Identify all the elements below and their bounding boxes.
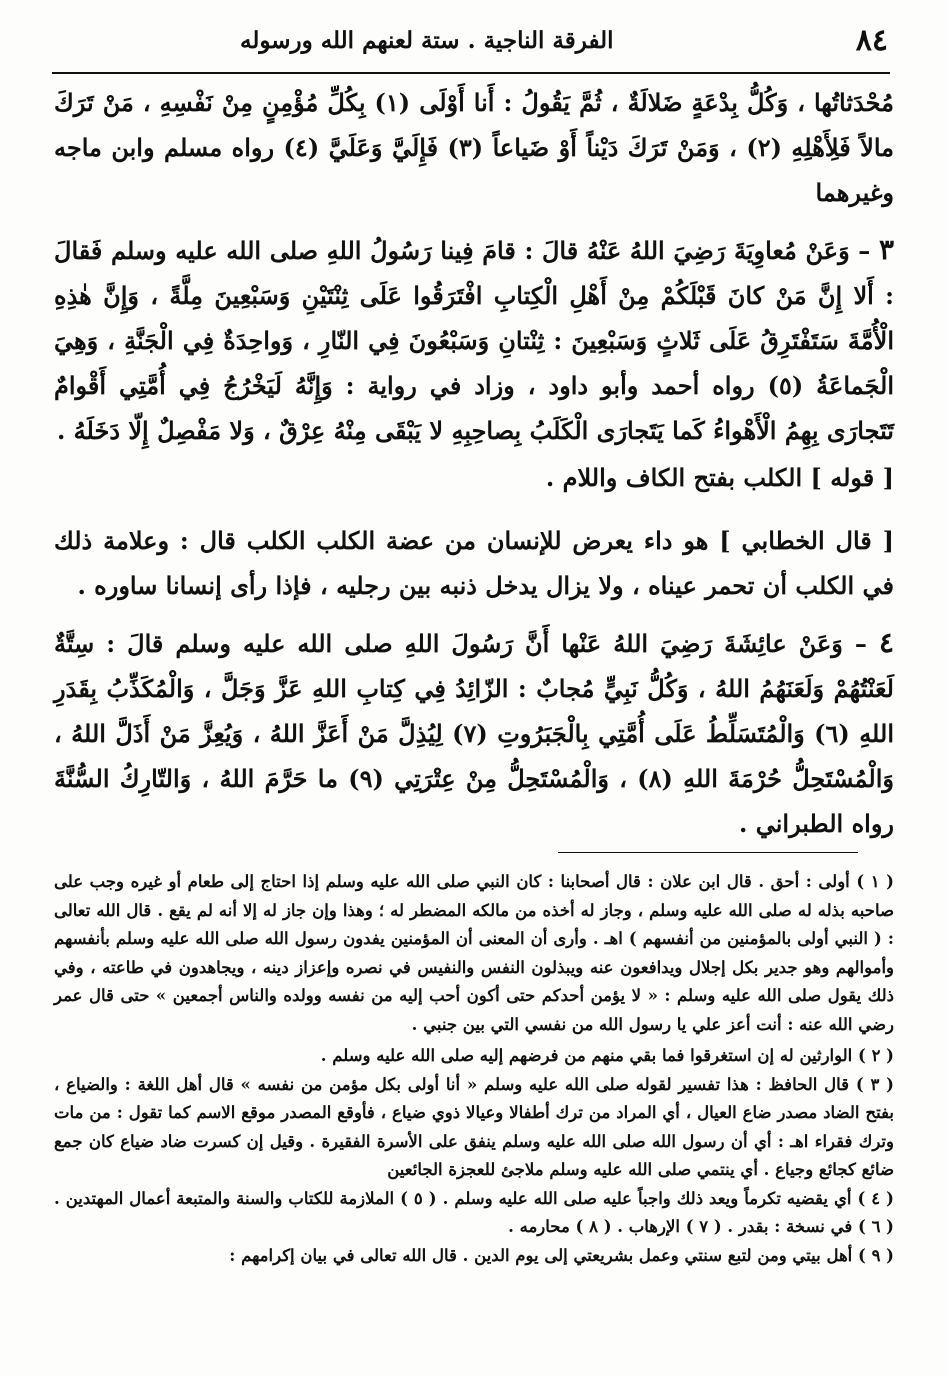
hadith-2-continuation: مُحْدَثاتُها ، وَكُلُّ بِدْعَةٍ ضَلالَةٌ ، ثُمَّ يَقُولُ : أَنا أَوْلَى (١) بِكُلِّ مُؤْمِنٍ مِنْ نَفْسِهِ ، مَنْ تَرَكَ مالاً فَلِأَهْلِهِ (٢) ، وَمَنْ تَرَكَ دَيْناً أَوْ ضَياعاً (٣) فَإِلَيَّ وَعَلَيَّ (٤) رواه مسلم وابن ماجه وغيرهما: [54, 88, 894, 207]
hadith-3-text: وَعَنْ مُعاوِيَةَ رَضِيَ اللهُ عَنْهُ قالَ : قامَ فِينا رَسُولُ اللهِ صلى الله عليه وسلم فَقالَ : أَلا إِنَّ مَنْ كانَ قَبْلَكُمْ مِنْ أَهْلِ الْكِتابِ افْتَرَقُوا عَلَى ثِنْتَيْنِ وَسَبْعِينَ مِلَّةً ، وَإِنَّ هٰذِهِ الْأُمَّةَ سَتَفْتَرِقُ عَلَى ثَلاثٍ وَسَبْعِينَ : ثِنْتانِ وَسَبْعُونَ فِي النّارِ ، وَواحِدَةٌ فِي الْجَنَّةِ ، وَهِيَ الْجَماعَةُ (٥) رواه أحمد وأبو داود ، وزاد في رواية : وَإِنَّهُ لَيَخْرُجُ فِي أُمَّتِي أَقْوامٌ تَتَجارَى بِهِمُ الْأَهْواءُ كَما يَتَجارَى الْكَلَبُ بِصاحِبِهِ لا يَبْقَى مِنْهُ عِرْقٌ ، وَلا مَفْصِلٌ إِلّا دَخَلَهُ .: [54, 236, 894, 445]
hadith-4-number: ٤: [878, 626, 894, 659]
running-title: الفرقة الناجية . ستة لعنهم الله ورسوله: [240, 26, 614, 54]
footnotes: [54, 868, 894, 1270]
header-rule: [52, 72, 890, 74]
footnote-4-8: ( ٤ ) أي يقضيه تكرماً ويعد ذلك واجباً عليه صلى الله عليه وسلم . ( ٥ ) الملازمة للكتاب والسنة والمتبعة أعمال المهتدين . ( ٦ ) في نسخة : بقدر . ( ٧ ) الإرهاب . ( ٨ ) محارمه .: [54, 1188, 894, 1236]
hadith-3-number: ٣: [878, 233, 894, 266]
hadith-4: ٤ – وَعَنْ عائِشَةَ رَضِيَ اللهُ عَنْها أَنَّ رَسُولَ اللهِ صلى الله عليه وسلم قالَ : سِتَّةٌ لَعَنْتُهُمْ وَلَعَنَهُمُ اللهُ ، وَكُلُّ نَبِيٍّ مُجابٌ : الزّائِدُ فِي كِتابِ اللهِ عَزَّ وَجَلَّ ، وَالْمُكَذِّبُ بِقَدَرِ اللهِ (٦) وَالْمُتَسَلِّطُ عَلَى أُمَّتِي بِالْجَبَرُوتِ (٧) لِيُذِلَّ مَنْ أَعَزَّ اللهُ ، وَيُعِزَّ مَنْ أَذَلَّ اللهُ ، وَالْمُسْتَحِلُّ حُرْمَةَ اللهِ (٨) ، وَالْمُسْتَحِلُّ مِنْ عِتْرَتِي (٩) ما حَرَّمَ اللهُ ، وَالتّارِكُ السُّنَّةَ رواه الطبراني .: [54, 626, 894, 838]
commentary-kalab: [ قوله ] الكلب بفتح الكاف واللام .: [545, 463, 894, 492]
main-text: [54, 80, 894, 846]
footnote-1: ( ١ ) أولى : أحق . قال ابن علان : قال أصحابنا : كان النبي صلى الله عليه وسلم إذا احتاج إلى طعام أو غيره وجب على صاحبه بذله له صلى الله عليه وسلم ، وجاز له أخذه من مالكه المضطر له ؛ وهذا وإن جاز له إلا أنه لم يقع . قال الله تعالى : ( النبي أولى بالمؤمنين من أنفسهم ) اهـ . وأرى أن المعنى أن المؤمنين يفدون رسول الله صلى الله عليه وسلم بأنفسهم وأموالهم وهو جدير بكل إجلال ويدافعون عنه ويبذلون النفس والنفيس في نصره وإعزاز دينه ، ويجاهدون في طاعته ، وفي ذلك يقول صلى الله عليه وسلم : « لا يؤمن أحدكم حتى أكون أحب إليه من نفسه وولده والناس أجمعين » حتى قال عمر رضي الله عنه : أنت أعز علي يا رسول الله من نفسي التي بين جنبي .: [54, 872, 894, 1034]
hadith-4-text: وَعَنْ عائِشَةَ رَضِيَ اللهُ عَنْها أَنَّ رَسُولَ اللهِ صلى الله عليه وسلم قالَ : سِتَّةٌ لَعَنْتُهُمْ وَلَعَنَهُمُ اللهُ ، وَكُلُّ نَبِيٍّ مُجابٌ : الزّائِدُ فِي كِتابِ اللهِ عَزَّ وَجَلَّ ، وَالْمُكَذِّبُ بِقَدَرِ اللهِ (٦) وَالْمُتَسَلِّطُ عَلَى أُمَّتِي بِالْجَبَرُوتِ (٧) لِيُذِلَّ مَنْ أَعَزَّ اللهُ ، وَيُعِزَّ مَنْ أَذَلَّ اللهُ ، وَالْمُسْتَحِلُّ حُرْمَةَ اللهِ (٨) ، وَالْمُسْتَحِلُّ مِنْ عِتْرَتِي (٩) ما حَرَّمَ اللهُ ، وَالتّارِكُ السُّنَّةَ رواه الطبراني .: [54, 629, 894, 838]
footnote-3: ( ٣ ) قال الحافظ : هذا تفسير لقوله صلى الله عليه وسلم « أنا أولى بكل مؤمن من نفسه » قال أهل اللغة : والضياع ، بفتح الضاد مصدر ضاع العيال ، أي المراد من ترك أطفالا وعيالا ذوي ضياع ، فأوقع المصدر موقع الاسم كما تقول : من مات وترك فقراء اهـ : أي أن رسول الله صلى الله عليه وسلم ينفق على الأسرة الفقيرة . وقيل إن كسرت ضاد ضياع كان جمع ضائع كجائع وجياع . أي ينتمي صلى الله عليه وسلم ملاجئ للعجزة الجائعين: [54, 1074, 894, 1179]
commentary-khattabi: [ قال الخطابي ] هو داء يعرض للإنسان من عضة الكلب الكلب قال : وعلامة ذلك في الكلب أن تحمر عيناه ، ولا يزال يدخل ذنبه بين رجليه ، فإذا رأى إنسانا ساوره .: [54, 526, 894, 600]
footnote-rule: [558, 852, 858, 853]
page-header: [60, 14, 888, 66]
page-number: ٨٤: [855, 22, 888, 58]
hadith-3: ٣ – وَعَنْ مُعاوِيَةَ رَضِيَ اللهُ عَنْهُ قالَ : قامَ فِينا رَسُولُ اللهِ صلى الله عليه وسلم فَقالَ : أَلا إِنَّ مَنْ كانَ قَبْلَكُمْ مِنْ أَهْلِ الْكِتابِ افْتَرَقُوا عَلَى ثِنْتَيْنِ وَسَبْعِينَ مِلَّةً ، وَإِنَّ هٰذِهِ الْأُمَّةَ سَتَفْتَرِقُ عَلَى ثَلاثٍ وَسَبْعِينَ : ثِنْتانِ وَسَبْعُونَ فِي النّارِ ، وَواحِدَةٌ فِي الْجَنَّةِ ، وَهِيَ الْجَماعَةُ (٥) رواه أحمد وأبو داود ، وزاد في رواية : وَإِنَّهُ لَيَخْرُجُ فِي أُمَّتِي أَقْوامٌ تَتَجارَى بِهِمُ الْأَهْواءُ كَما يَتَجارَى الْكَلَبُ بِصاحِبِهِ لا يَبْقَى مِنْهُ عِرْقٌ ، وَلا مَفْصِلٌ إِلّا دَخَلَهُ .: [54, 233, 894, 445]
footnote-2: ( ٢ ) الوارثين له إن استغرقوا فما بقي منهم من فرضهم إليه صلى الله عليه وسلم .: [320, 1046, 894, 1065]
footnote-9: ( ٩ ) أهل بيتي ومن لتبع سنتي وعمل بشريعتي إلى يوم الدين . قال الله تعالى في بيان إكرامهم :: [229, 1245, 894, 1265]
